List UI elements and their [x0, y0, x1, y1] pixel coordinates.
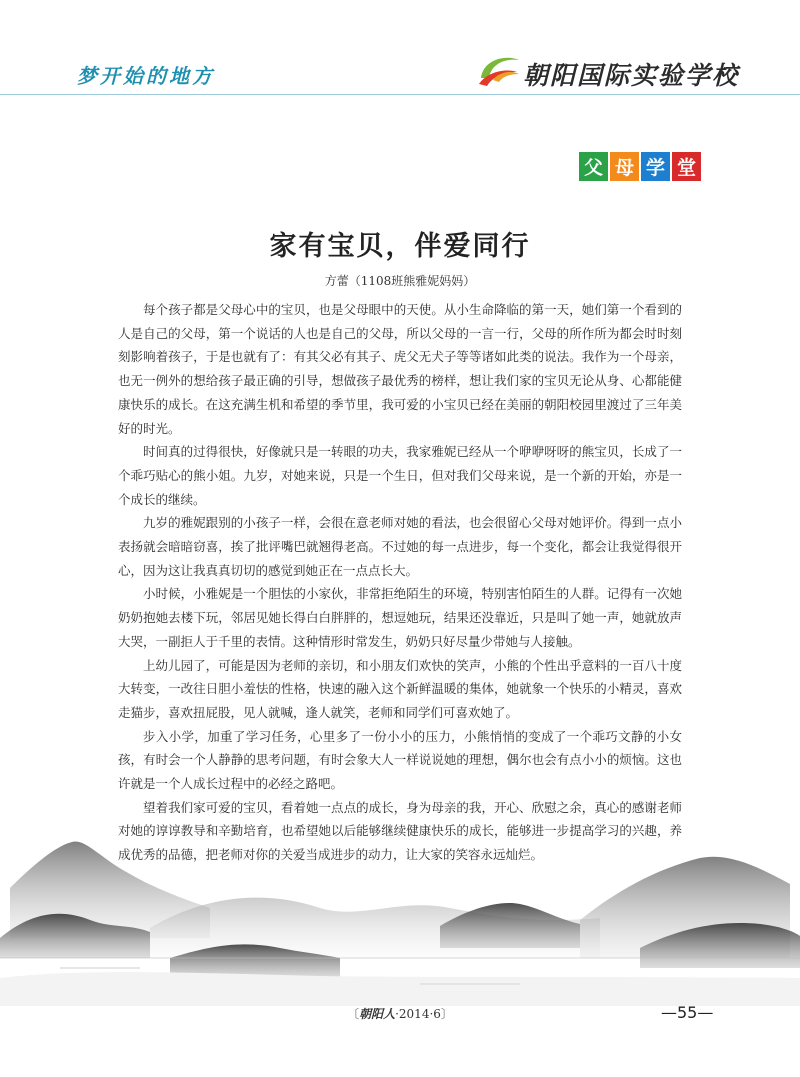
article-paragraph: 时间真的过得很快，好像就只是一转眼的功夫，我家雅妮已经从一个咿咿呀呀的熊宝贝，长成了一个乖巧贴心的熊小姐。九岁，对她来说，只是一个生日，但对我们父母来说，是一个新的开始，亦是一个成长的继续。 [118, 444, 682, 507]
school-swoosh-logo-icon [475, 50, 523, 90]
magazine-issue: ·2014·6 [395, 1007, 441, 1021]
section-badge: 堂 [672, 152, 701, 181]
article-author: 方蕾（1108班熊雅妮妈妈） [324, 274, 476, 288]
section-badges [579, 152, 701, 181]
section-badge: 学 [641, 152, 670, 181]
section-badge: 父 [579, 152, 608, 181]
section-badge: 母 [610, 152, 639, 181]
article-title: 家有宝贝，伴爱同行 [269, 231, 531, 262]
school-logo [475, 50, 740, 92]
article-paragraph: 小时候，小雅妮是一个胆怯的小家伙，非常拒绝陌生的环境，特别害怕陌生的人群。记得有一次她奶奶抱她去楼下玩，邻居见她长得白白胖胖的，想逗她玩，结果还没靠近，只是叫了她一声，她就放声大哭，一副拒人于千里的表情。这种情形时常发生，奶奶只好尽量少带她与人接触。 [118, 586, 682, 649]
header-divider [0, 94, 800, 95]
article-paragraph: 每个孩子都是父母心中的宝贝，也是父母眼中的天使。从小生命降临的第一天，她们第一个看到的人是自己的父母，第一个说话的人也是自己的父母，所以父母的一言一行，父母的所作所为都会时时刻刻影响着孩子，于是也就有了：有其父必有其子、虎父无犬子等等诸如此类的说法。我作为一个母亲，也无一例外的想给孩子最正确的引导，想做孩子最优秀的榜样，想让我们家的宝贝无论从身、心都能健康快乐的成长。在这充满生机和希望的季节里，我可爱的小宝贝已经在美丽的朝阳校园里渡过了三年美好的时光。 [118, 302, 682, 436]
footer-bracket-open: 〔 [347, 1007, 360, 1021]
magazine-name: 朝阳人 [359, 1007, 396, 1021]
header-slogan: 梦开始的地方 [77, 64, 215, 88]
page-header [0, 0, 800, 96]
article-paragraph: 上幼儿园了，可能是因为老师的亲切，和小朋友们欢快的笑声，小熊的个性出乎意料的一百八十度大转变，一改往日胆小羞怯的性格，快速的融入这个新鲜温暖的集体，她就象一个快乐的小精灵，喜欢走猫步，喜欢扭屁股，见人就喊，逢人就笑，老师和同学们可喜欢她了。 [118, 657, 682, 720]
footer-bracket-close: 〕 [440, 1007, 453, 1021]
article-paragraph: 步入小学，加重了学习任务，心里多了一份小小的压力，小熊悄悄的变成了一个乖巧文静的小女孩，有时会一个人静静的思考问题，有时会象大人一样说说她的理想，偶尔也会有点小小的烦恼。这也许就是一个人成长过程中的必经之路吧。 [118, 728, 682, 792]
school-name: 朝阳国际实验学校 [523, 61, 740, 90]
ink-landscape-illustration [0, 828, 800, 1006]
article-paragraph: 九岁的雅妮跟别的小孩子一样，会很在意老师对她的看法，也会很留心父母对她评价。得到一点小表扬就会暗暗窃喜，挨了批评嘴巴就翘得老高。不过她的每一点进步，每一个变化，都会让我觉得很开心，因为这让我真真切切的感觉到她正在一点点长大。 [118, 515, 682, 578]
article-paragraph: 望着我们家可爱的宝贝，看着她一点点的成长，身为母亲的我，开心、欣慰之余，真心的感谢老师对她的谆谆教导和辛勤培育，也希望她以后能够继续健康快乐的成长，能够进一步提高学习的兴趣，养成优秀的品德，把老师对你的关爱当成进步的动力，让大家的笑容永远灿烂。 [118, 799, 682, 863]
page-number: —55— [661, 1003, 714, 1022]
article-body [118, 298, 682, 867]
